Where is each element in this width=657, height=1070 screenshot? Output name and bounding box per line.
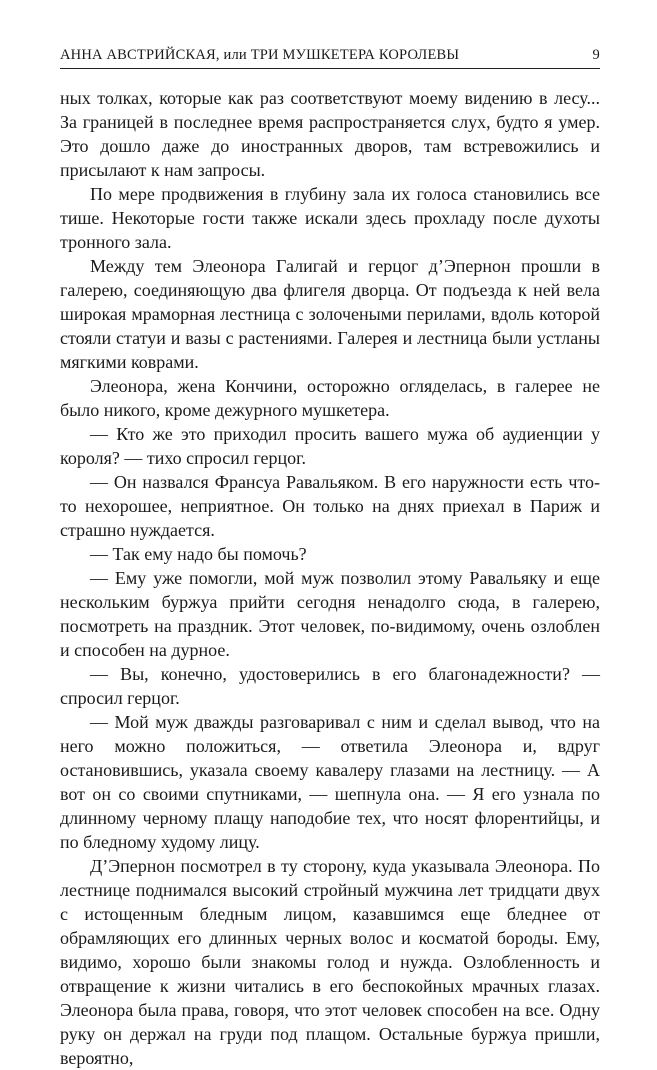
running-title: АННА АВСТРИЙСКАЯ, или ТРИ МУШКЕТЕРА КОРОЛЕВЫ xyxy=(60,47,460,63)
paragraph: Д’Эпернон посмотрел в ту сторону, куда указывала Элеонора. По лестнице поднимался высокий стройный мужчина лет тридцати двух с истощенным бледным лицом, казавшимся еще бледнее от обрамляющих его длинных черных волос и косматой бороды. Ему, видимо, хорошо были знакомы голод и нужда. Озлобленность и отвращение к жизни читались в его беспокойных мрачных глазах. Элеонора была права, говоря, что этот человек способен на все. Одну руку он держал на груди под плащом. Остальные буржуа пришли, вероятно, xyxy=(60,856,600,1068)
paragraph: — Ему уже помогли, мой муж позволил этому Равальяку и еще нескольким буржуа прийти сегодня ненадолго сюда, в галерею, посмотреть на праздник. Этот человек, по-видимому, очень озлоблен и способен на дурное. xyxy=(60,568,600,660)
running-header xyxy=(60,44,600,69)
paragraph: — Так ему надо бы помочь? xyxy=(90,544,307,564)
paragraph: — Он назвался Франсуа Равальяком. В его наружности есть что-то нехорошее, неприятное. Он только на днях приехал в Париж и страшно нуждается. xyxy=(60,472,600,540)
paragraph: ных толках, которые как раз соответствуют моему видению в лесу... За границей в последнее время распространяется слух, будто я умер. Это дошло даже до иностранных дворов, там встревожились и присылают к нам запросы. xyxy=(60,88,600,180)
page-number: 9 xyxy=(592,47,600,63)
paragraph: Между тем Элеонора Галигай и герцог д’Эпернон прошли в галерею, соединяющую два флигеля дворца. От подъезда к ней вела широкая мраморная лестница с золочеными перилами, вдоль которой стояли статуи и вазы с растениями. Галерея и лестница были устланы мягкими коврами. xyxy=(60,256,600,372)
paragraph: — Вы, конечно, удостоверились в его благонадежности? — спросил герцог. xyxy=(60,664,600,708)
paragraph: — Мой муж дважды разговаривал с ним и сделал вывод, что на него можно положиться, — ответила Элеонора и, вдруг остановившись, указала своему кавалеру глазами на лестницу. — А вот он со своими спутниками, — шепнула она. — Я его узнала по длинному черному плащу наподобие тех, что носят флорентийцы, и по бледному худому лицу. xyxy=(60,712,600,852)
paragraph: — Кто же это приходил просить вашего мужа об аудиенции у короля? — тихо спросил герцог. xyxy=(60,424,600,468)
paragraph: Элеонора, жена Кончини, осторожно огляделась, в галерее не было никого, кроме дежурного мушкетера. xyxy=(60,376,600,420)
paragraph: По мере продвижения в глубину зала их голоса становились все тише. Некоторые гости также искали здесь прохладу после духоты тронного зала. xyxy=(60,184,600,252)
page-body xyxy=(60,86,600,1070)
